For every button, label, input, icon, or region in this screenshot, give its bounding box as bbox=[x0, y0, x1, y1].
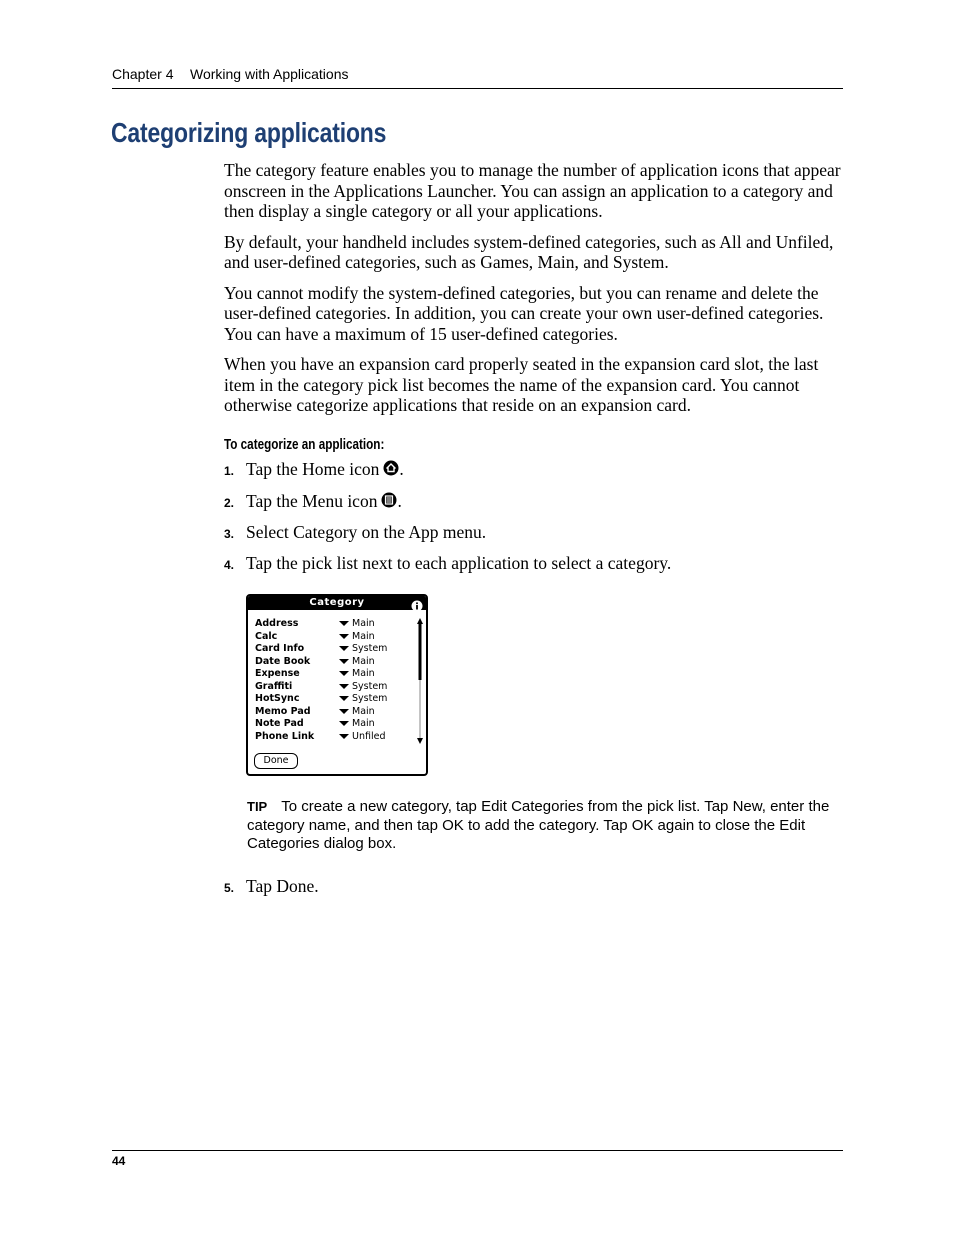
step-5 bbox=[224, 876, 319, 898]
step-4 bbox=[224, 553, 671, 575]
body-text bbox=[224, 160, 844, 426]
list-item[interactable] bbox=[255, 681, 415, 693]
app-name: Card Info bbox=[255, 643, 305, 654]
dropdown-arrow-icon[interactable] bbox=[339, 671, 349, 676]
step-number: 3. bbox=[224, 527, 235, 541]
category-value[interactable]: System bbox=[352, 680, 388, 692]
category-value[interactable]: Main bbox=[352, 655, 375, 667]
category-screen bbox=[246, 594, 428, 776]
step-punct: . bbox=[397, 491, 402, 511]
paragraph: The category feature enables you to manage the number of application icons that appear onscreen in the Applications Launcher. You can assign an application to a category and then display a single category or all your applications. bbox=[224, 160, 841, 221]
app-name: Memo Pad bbox=[255, 705, 311, 717]
menu-icon bbox=[381, 492, 397, 508]
dropdown-arrow-icon[interactable] bbox=[339, 709, 349, 714]
app-name: Graffiti bbox=[255, 680, 293, 692]
dropdown-arrow-icon[interactable] bbox=[339, 696, 349, 701]
section-title: Categorizing applications bbox=[111, 117, 387, 148]
tip-text: To create a new category, tap Edit Categories from the pick list. Tap New, enter the category name, and then tap OK to add the category. Tap OK again to close the Edit Categories dialog box. bbox=[247, 798, 830, 852]
list-item[interactable] bbox=[255, 618, 415, 630]
category-value[interactable]: System bbox=[352, 693, 388, 704]
app-name: Address bbox=[255, 618, 299, 629]
tip bbox=[247, 798, 837, 854]
step-punct: . bbox=[399, 459, 404, 479]
category-value[interactable]: System bbox=[352, 643, 388, 654]
list-item[interactable] bbox=[255, 656, 415, 668]
paragraph: You cannot modify the system-defined categories, but you can rename and delete the user-defined categories. In addition, you can create your own user-defined categories. You can have a maximum of 15 user-defined categories. bbox=[224, 282, 824, 344]
app-name: Expense bbox=[255, 668, 300, 679]
procedure-heading: To categorize an application: bbox=[224, 436, 385, 453]
running-header bbox=[112, 66, 843, 89]
list-item[interactable] bbox=[255, 718, 415, 730]
step-1 bbox=[224, 459, 404, 481]
dropdown-arrow-icon[interactable] bbox=[339, 621, 349, 626]
dropdown-arrow-icon[interactable] bbox=[339, 634, 349, 639]
tip-label: TIP bbox=[247, 799, 268, 814]
list-item[interactable] bbox=[255, 731, 415, 743]
step-number: 1. bbox=[224, 464, 235, 478]
list-item[interactable] bbox=[255, 693, 415, 705]
step-number: 5. bbox=[224, 881, 235, 895]
dropdown-arrow-icon[interactable] bbox=[339, 646, 349, 651]
step-number: 4. bbox=[224, 558, 235, 572]
step-2 bbox=[224, 491, 402, 513]
app-name: Note Pad bbox=[255, 718, 304, 729]
dropdown-arrow-icon[interactable] bbox=[339, 684, 349, 689]
dropdown-arrow-icon[interactable] bbox=[339, 721, 349, 726]
app-name: HotSync bbox=[255, 693, 300, 704]
step-text: Select Category on the App menu. bbox=[246, 522, 487, 542]
app-name: Calc bbox=[255, 630, 278, 642]
paragraph: When you have an expansion card properly seated in the expansion card slot, the last item in the category pick list becomes the name of the expansion card. You cannot otherwise categorize applications that reside on an expansion card. bbox=[224, 354, 819, 415]
page-number: 44 bbox=[112, 1154, 126, 1168]
step-text: Tap the Home icon bbox=[246, 459, 380, 479]
app-name: Phone Link bbox=[255, 730, 315, 742]
dropdown-arrow-icon[interactable] bbox=[339, 659, 349, 664]
screen-title: Category bbox=[309, 597, 365, 608]
home-icon bbox=[383, 460, 399, 476]
list-item[interactable] bbox=[255, 706, 415, 718]
step-text: Tap the Menu icon bbox=[246, 491, 378, 511]
dropdown-arrow-icon[interactable] bbox=[339, 734, 349, 739]
step-number: 2. bbox=[224, 496, 235, 510]
scrollbar[interactable] bbox=[417, 618, 423, 744]
list-item[interactable] bbox=[255, 668, 415, 680]
category-value[interactable]: Main bbox=[352, 705, 375, 717]
list-item[interactable] bbox=[255, 643, 415, 655]
step-text: Tap Done. bbox=[246, 876, 319, 896]
category-value[interactable]: Main bbox=[352, 630, 375, 642]
chapter-title: Working with Applications bbox=[190, 66, 349, 82]
step-text: Tap the pick list next to each application to select a category. bbox=[246, 553, 672, 573]
step-3 bbox=[224, 522, 486, 544]
chapter-number: Chapter 4 bbox=[112, 66, 174, 82]
footer-rule bbox=[112, 1150, 843, 1151]
done-button[interactable]: Done bbox=[254, 753, 298, 769]
category-value[interactable]: Main bbox=[352, 668, 375, 679]
paragraph: By default, your handheld includes system-defined categories, such as All and Unfiled, and user-defined categories, such as Games, Main, and System. bbox=[224, 231, 834, 272]
app-name: Date Book bbox=[255, 655, 311, 667]
category-value[interactable]: Unfiled bbox=[352, 730, 386, 742]
category-value[interactable]: Main bbox=[352, 618, 375, 629]
category-value[interactable]: Main bbox=[352, 718, 375, 729]
info-icon[interactable] bbox=[411, 597, 423, 609]
list-item[interactable] bbox=[255, 631, 415, 643]
